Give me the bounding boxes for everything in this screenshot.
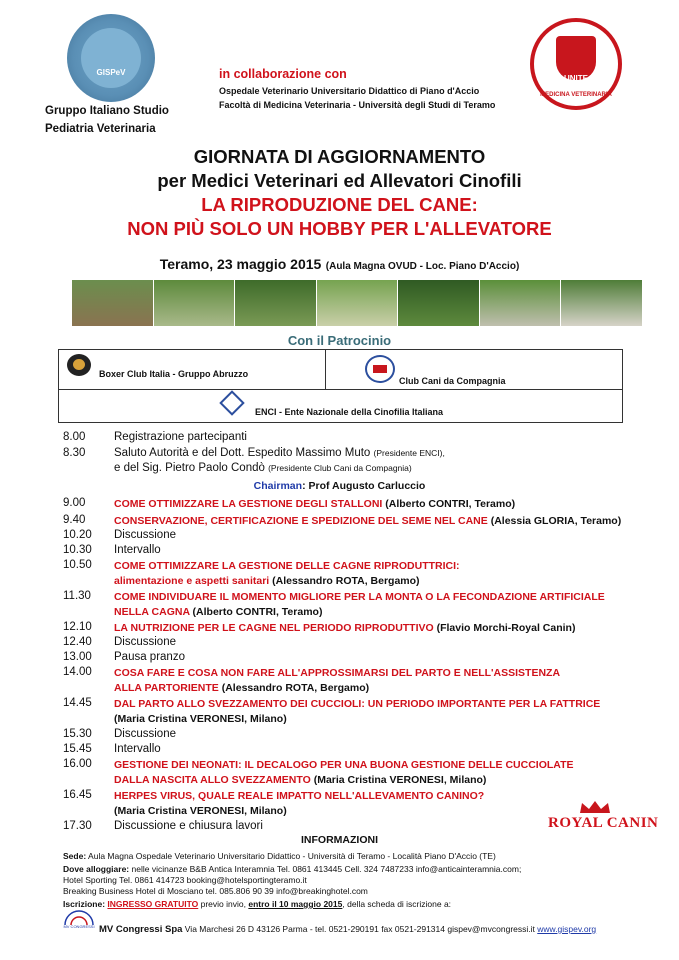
royal-canin-crown-icon (578, 800, 612, 814)
time-label: 16.00 (63, 758, 92, 770)
time-label: 10.20 (63, 529, 92, 541)
info-venue: Sede: Aula Magna Ospedale Veterinario Universitario Didattico - Università di Teramo - Località Piano D'Accio (TE) (63, 851, 496, 861)
talk-item: LA NUTRIZIONE PER LE CAGNE NEL PERIODO RIPRODUTTIVO (Flavio Morchi-Royal Canin) (114, 622, 576, 634)
time-label: 9.00 (63, 497, 86, 509)
time-label: 14.45 (63, 697, 92, 709)
time-label: 15.30 (63, 728, 92, 740)
time-label: 12.40 (63, 636, 92, 648)
mv-congressi-logo: MV CONGRESSI (63, 910, 95, 932)
talk-item: HERPES VIRUS, QUALE REALE IMPATTO NELL'ALLEVAMENTO CANINO? (114, 790, 485, 802)
program-item: Intervallo (114, 743, 161, 755)
boxer-club-logo (67, 354, 91, 376)
time-label: 10.30 (63, 544, 92, 556)
retriever-photo (317, 280, 399, 326)
gispev-logo (67, 14, 155, 102)
program-item: Pausa pranzo (114, 651, 185, 663)
time-label: 9.40 (63, 514, 86, 526)
program-item: Saluto Autorità e del Dott. Espedito Massimo Muto (Presidente ENCI), (114, 447, 445, 459)
talk-item: ALLA PARTORIENTE (Alessandro ROTA, Bergamo) (114, 682, 370, 694)
royal-canin-logo: ROYAL CANIN (548, 815, 659, 831)
event-title: GIORNATA DI AGGIORNAMENTO per Medici Veterinari ed Allevatori Cinofili LA RIPRODUZIONE DEL CANE: NON PIÙ SOLO UN HOBBY PER L'ALLEVATORE (127, 146, 552, 239)
event-date-line: Teramo, 23 maggio 2015 (Aula Magna OVUD - Loc. Piano D'Accio) (159, 256, 520, 272)
organizer-name: Gruppo Italiano Studio Pediatria Veterinaria (45, 105, 169, 135)
unite-logo: UNITE MEDICINA VETERINARIA (530, 18, 622, 110)
gispev-logo-text: GISPeV (96, 68, 126, 77)
time-label: 17.30 (63, 820, 92, 832)
patronage-heading: Con il Patrocinio (287, 333, 392, 348)
collab-label: in collaborazione con (219, 67, 347, 81)
time-label: 15.45 (63, 743, 92, 755)
talk-speaker: (Maria Cristina VERONESI, Milano) (114, 805, 287, 817)
bulldog-photo (480, 280, 562, 326)
talk-item: NELLA CAGNA (Alberto CONTRI, Teramo) (114, 606, 323, 618)
time-label: 11.30 (63, 590, 91, 602)
patron-boxer-club: Boxer Club Italia - Gruppo Abruzzo (99, 369, 249, 379)
husky-photo (561, 280, 643, 326)
patronage-table (58, 349, 623, 423)
talk-item: DAL PARTO ALLO SVEZZAMENTO DEI CUCCIOLI: UN PERIODO IMPORTANTE PER LA FATTRICE (114, 698, 601, 710)
program-item: Discussione (114, 529, 176, 541)
enci-logo (219, 390, 244, 415)
program-item: Discussione e chiusura lavori (114, 820, 263, 832)
talk-item: CONSERVAZIONE, CERTIFICAZIONE E SPEDIZIONE DEL SEME NEL CANE (Alessia GLORIA, Teramo) (114, 515, 622, 527)
talk-item: COME INDIVIDUARE IL MOMENTO MIGLIORE PER LA MONTA O LA FECONDAZIONE ARTIFICIALE (114, 591, 605, 603)
chairman-line: Chairman: Prof Augusto Carluccio (253, 480, 426, 492)
website-link[interactable]: www.gispev.org (537, 924, 597, 934)
time-label: 8.30 (63, 447, 86, 459)
boxer-photo (72, 280, 154, 326)
info-lodging: Dove alloggiare: nelle vicinanze B&B Antica Interamnia Tel. 0861 413445 Cell. 324 7487233 info@anticainteramnia.com; (63, 864, 522, 874)
program-item: e del Sig. Pietro Paolo Condò (Presidente Club Cani da Compagnia) (114, 462, 412, 474)
program-item: Intervallo (114, 544, 161, 556)
time-label: 12.10 (63, 621, 92, 633)
time-label: 13.00 (63, 651, 92, 663)
talk-item: COSA FARE E COSA NON FARE ALL'APPROSSIMARSI DEL PARTO E NELL'ASSISTENZA (114, 667, 561, 679)
time-label: 16.45 (63, 789, 92, 801)
info-organizer: MV Congressi Spa Via Marchesi 26 D 43126 Parma - tel. 0521-290191 fax 0521-291314 gispev@mvcongressi.it www.gispev.org (99, 924, 597, 935)
program-item: Discussione (114, 636, 176, 648)
puppies-photo (154, 280, 236, 326)
time-label: 8.00 (63, 431, 86, 443)
beagle-photo (235, 280, 317, 326)
patron-enci: ENCI - Ente Nazionale della Cinofilia Italiana (255, 407, 444, 417)
black-puppies-photo (398, 280, 480, 326)
talk-item: DALLA NASCITA ALLO SVEZZAMENTO (Maria Cristina VERONESI, Milano) (114, 774, 487, 786)
talk-item: GESTIONE DEI NEONATI: IL DECALOGO PER UNA BUONA GESTIONE DELLE CUCCIOLATE (114, 759, 574, 771)
time-label: 14.00 (63, 666, 92, 678)
talk-speaker: (Maria Cristina VERONESI, Milano) (114, 713, 287, 725)
talk-item: COME OTTIMIZZARE LA GESTIONE DEGLI STALLONI (Alberto CONTRI, Teramo) (114, 498, 516, 510)
talk-item: COME OTTIMIZZARE LA GESTIONE DELLE CAGNE RIPRODUTTRICI: (114, 560, 460, 572)
collab-institutions: Ospedale Veterinario Universitario Didattico di Piano d'Accio Facoltà di Medicina Veterinaria - Università degli Studi di Teramo (219, 86, 496, 110)
info-hotel: Breaking Business Hotel di Mosciano tel. 085.806 90 39 info@breakinghotel.com (63, 886, 368, 896)
talk-item: alimentazione e aspetti sanitari (Alessandro ROTA, Bergamo) (114, 575, 420, 587)
info-heading: INFORMAZIONI (301, 834, 378, 846)
puppy-photo-strip (72, 280, 643, 326)
info-hotel: Hotel Sporting Tel. 0861 414723 booking@hotelsportingteramo.it (63, 875, 307, 885)
program-item: Discussione (114, 728, 176, 740)
time-label: 10.50 (63, 559, 92, 571)
ccc-logo (365, 355, 395, 383)
patron-ccc: Club Cani da Compagnia (399, 376, 506, 386)
info-registration: Iscrizione: INGRESSO GRATUITO previo invio, entro il 10 maggio 2015, della scheda di iscrizione a: (63, 899, 452, 909)
program-item: Registrazione partecipanti (114, 431, 247, 443)
